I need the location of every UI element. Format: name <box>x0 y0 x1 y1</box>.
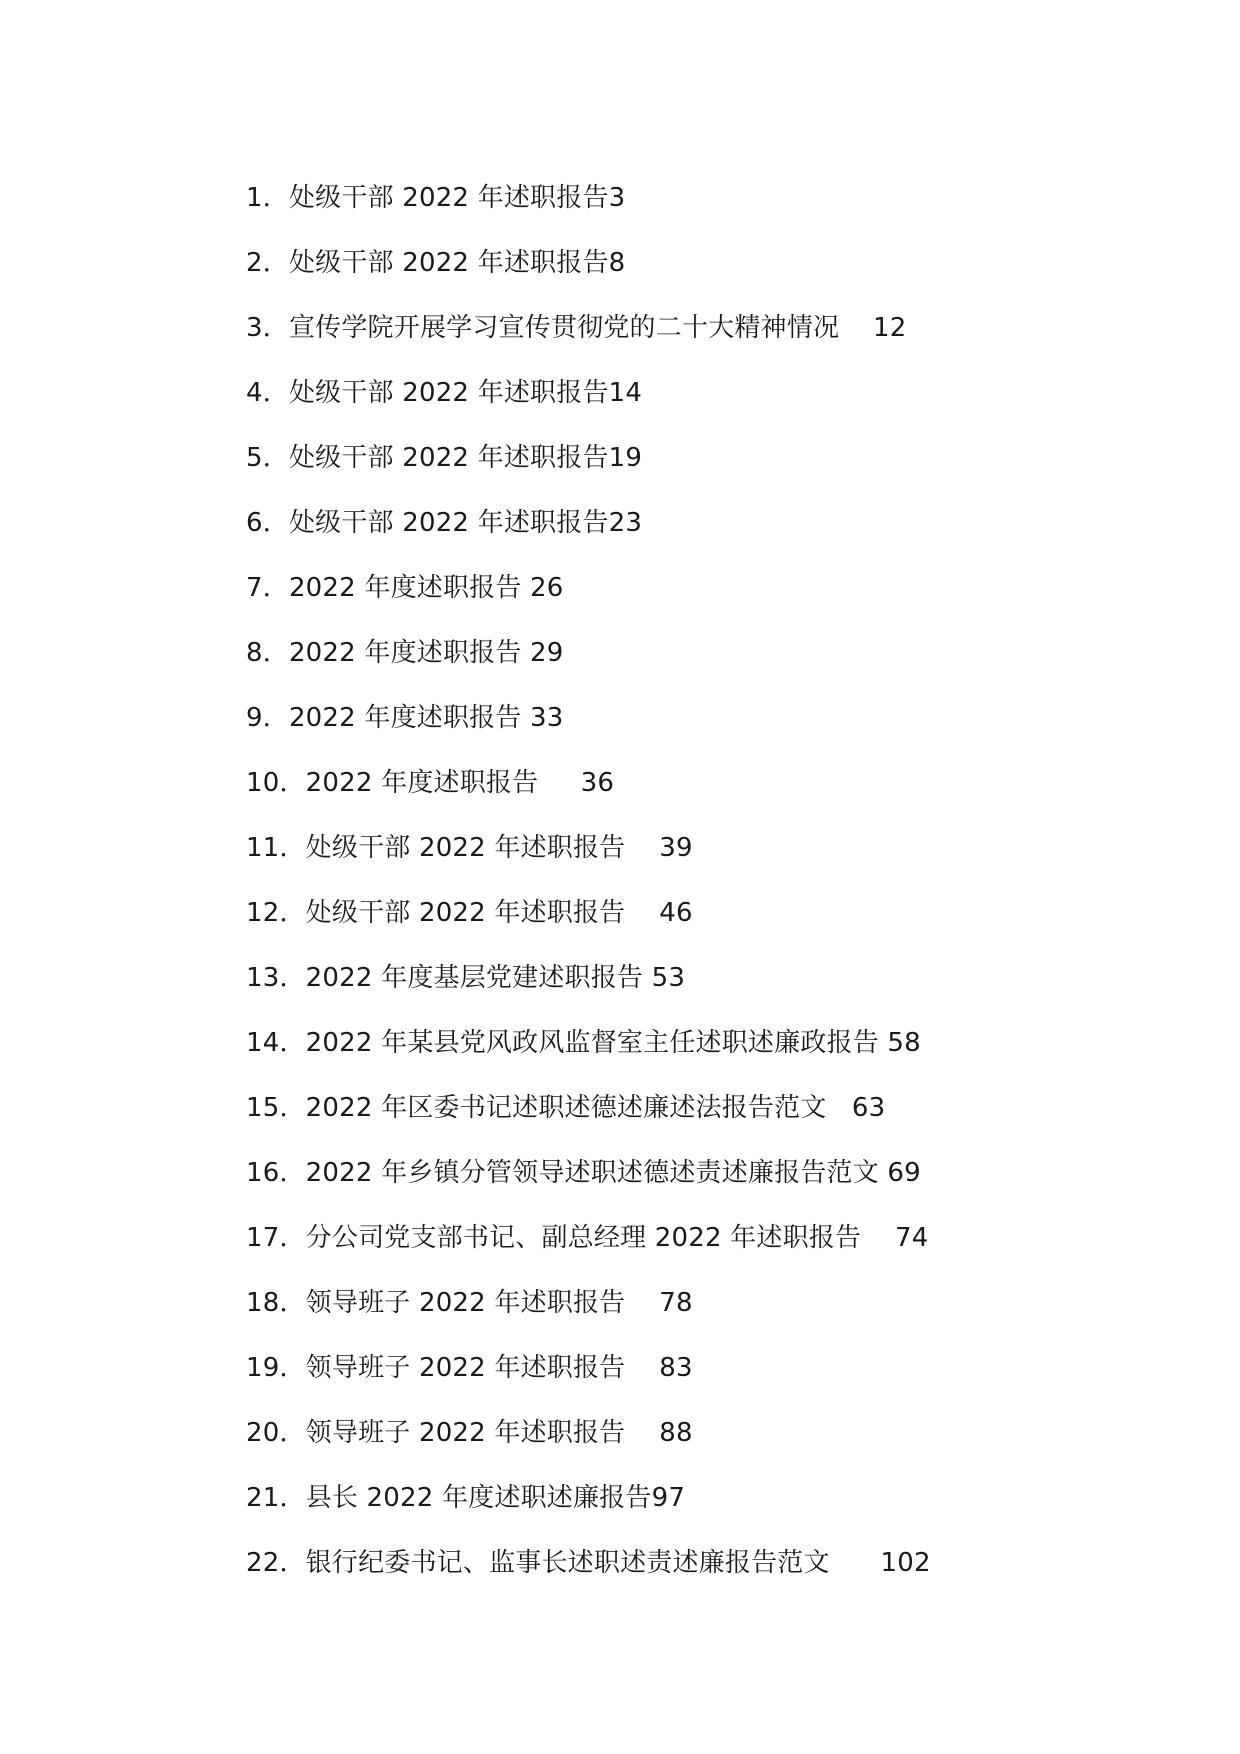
toc-entry[interactable]: 10．2022 年度述职报告 36 <box>246 768 615 798</box>
toc-entry[interactable]: 17．分公司党支部书记、副总经理 2022 年述职报告 74 <box>246 1223 929 1253</box>
toc-entry[interactable]: 12．处级干部 2022 年述职报告 46 <box>246 898 693 928</box>
table-of-contents <box>246 166 931 1596</box>
toc-entry[interactable]: 21．县长 2022 年度述职述廉报告97 <box>246 1483 686 1513</box>
toc-entry[interactable]: 15．2022 年区委书记述职述德述廉述法报告范文 63 <box>246 1093 886 1123</box>
toc-entry[interactable]: 22．银行纪委书记、监事长述职述责述廉报告范文 102 <box>246 1548 931 1578</box>
toc-entry[interactable]: 1．处级干部 2022 年述职报告3 <box>246 183 626 213</box>
toc-entry[interactable]: 20．领导班子 2022 年述职报告 88 <box>246 1418 693 1448</box>
toc-entry[interactable]: 5．处级干部 2022 年述职报告19 <box>246 443 643 473</box>
toc-entry[interactable]: 7．2022 年度述职报告 26 <box>246 573 564 603</box>
toc-entry[interactable]: 9．2022 年度述职报告 33 <box>246 703 564 733</box>
toc-entry[interactable]: 13．2022 年度基层党建述职报告 53 <box>246 963 686 993</box>
toc-entry[interactable]: 16．2022 年乡镇分管领导述职述德述责述廉报告范文 69 <box>246 1158 921 1188</box>
toc-entry[interactable]: 4．处级干部 2022 年述职报告14 <box>246 378 643 408</box>
toc-entry[interactable]: 19．领导班子 2022 年述职报告 83 <box>246 1353 693 1383</box>
toc-entry[interactable]: 14．2022 年某县党风政风监督室主任述职述廉政报告 58 <box>246 1028 921 1058</box>
toc-entry[interactable]: 8．2022 年度述职报告 29 <box>246 638 564 668</box>
toc-entry[interactable]: 3．宣传学院开展学习宣传贯彻党的二十大精神情况 12 <box>246 313 907 343</box>
toc-entry[interactable]: 6．处级干部 2022 年述职报告23 <box>246 508 643 538</box>
toc-entry[interactable]: 2．处级干部 2022 年述职报告8 <box>246 248 626 278</box>
toc-entry[interactable]: 18．领导班子 2022 年述职报告 78 <box>246 1288 693 1318</box>
toc-entry[interactable]: 11．处级干部 2022 年述职报告 39 <box>246 833 693 863</box>
